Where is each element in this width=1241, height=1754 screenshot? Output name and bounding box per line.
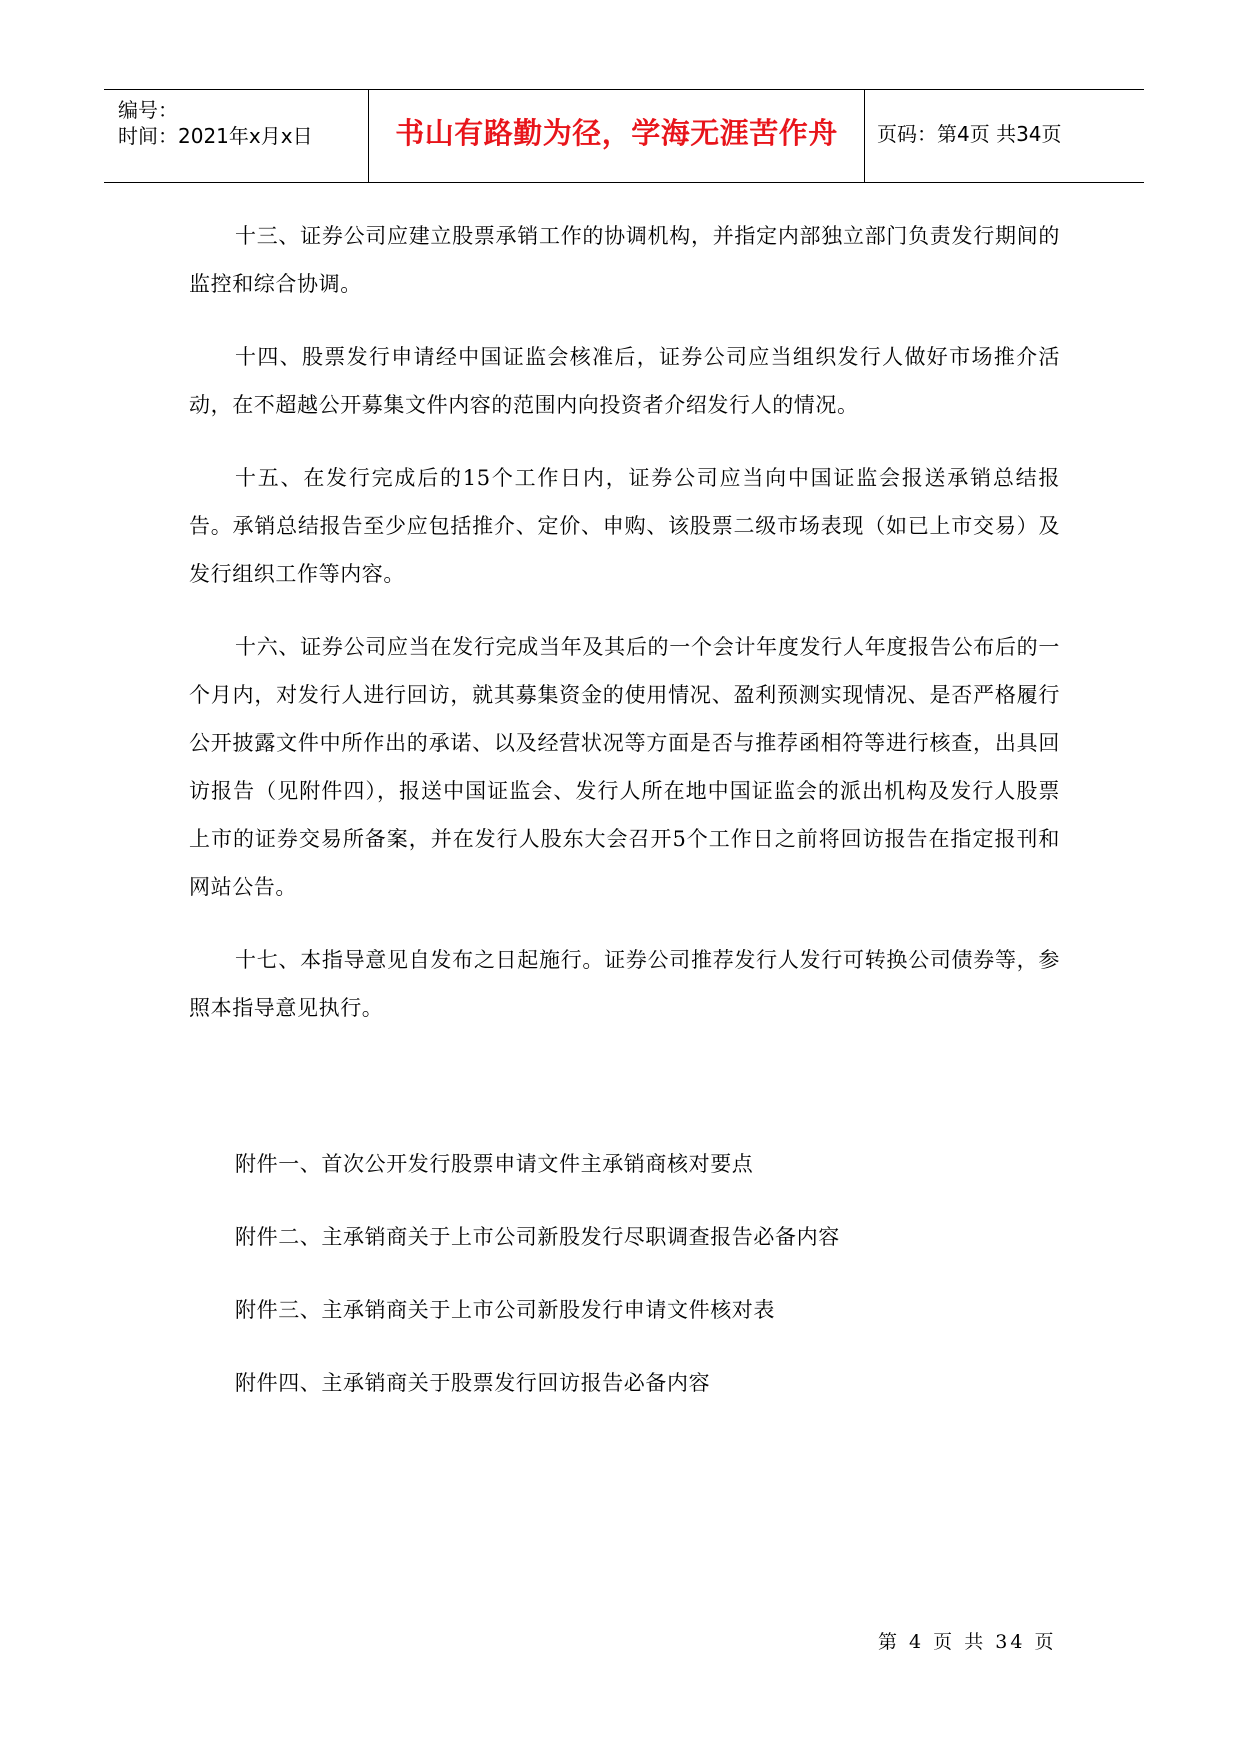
attachment-item-4: 附件四、主承销商关于股票发行回访报告必备内容 — [235, 1371, 711, 1395]
attachment-item-1: 附件一、首次公开发行股票申请文件主承销商核对要点 — [235, 1152, 754, 1176]
paragraph-14: 十四、股票发行申请经中国证监会核准后，证券公司应当组织发行人做好市场推介活动，在不超越公开募集文件内容的范围内向投资者介绍发行人的情况。 — [189, 345, 1060, 417]
header-page-cell — [865, 90, 1144, 182]
header-motto: 书山有路勤为径，学海无涯苦作舟 — [395, 115, 838, 150]
page-header — [104, 89, 1144, 183]
paragraph-16: 十六、证券公司应当在发行完成当年及其后的一个会计年度发行人年度报告公布后的一个月内，对发行人进行回访，就其募集资金的使用情况、盈利预测实现情况、是否严格履行公开披露文件中所作出的承诺、以及经营状况等方面是否与推荐函相符等进行核查，出具回访报告（见附件四），报送中国证监会、发行人所在地中国证监会的派出机构及发行人股票上市的证券交易所备案，并在发行人股东大会召开5个工作日之前将回访报告在指定报刊和网站公告。 — [189, 635, 1060, 899]
page-footer: 第 4 页 共 34 页 — [878, 1631, 1057, 1653]
paragraph-13: 十三、证券公司应建立股票承销工作的协调机构，并指定内部独立部门负责发行期间的监控和综合协调。 — [189, 224, 1060, 296]
document-body — [189, 212, 1060, 1057]
attachment-list — [235, 1140, 840, 1432]
header-page-label: 页码：第4页 共34页 — [877, 121, 1062, 146]
attachment-item-3: 附件三、主承销商关于上市公司新股发行申请文件核对表 — [235, 1298, 775, 1322]
document-number-label: 编号： — [118, 98, 178, 122]
paragraph-15: 十五、在发行完成后的15个工作日内，证券公司应当向中国证监会报送承销总结报告。承销总结报告至少应包括推介、定价、申购、该股票二级市场表现（如已上市交易）及发行组织工作等内容。 — [189, 466, 1060, 586]
header-motto-cell — [369, 90, 865, 182]
attachment-item-2: 附件二、主承销商关于上市公司新股发行尽职调查报告必备内容 — [235, 1225, 840, 1249]
header-meta-cell — [104, 90, 369, 182]
document-time-label: 时间：2021年x月x日 — [118, 124, 313, 148]
paragraph-17: 十七、本指导意见自发布之日起施行。证券公司推荐发行人发行可转换公司债券等，参照本指导意见执行。 — [189, 948, 1060, 1020]
